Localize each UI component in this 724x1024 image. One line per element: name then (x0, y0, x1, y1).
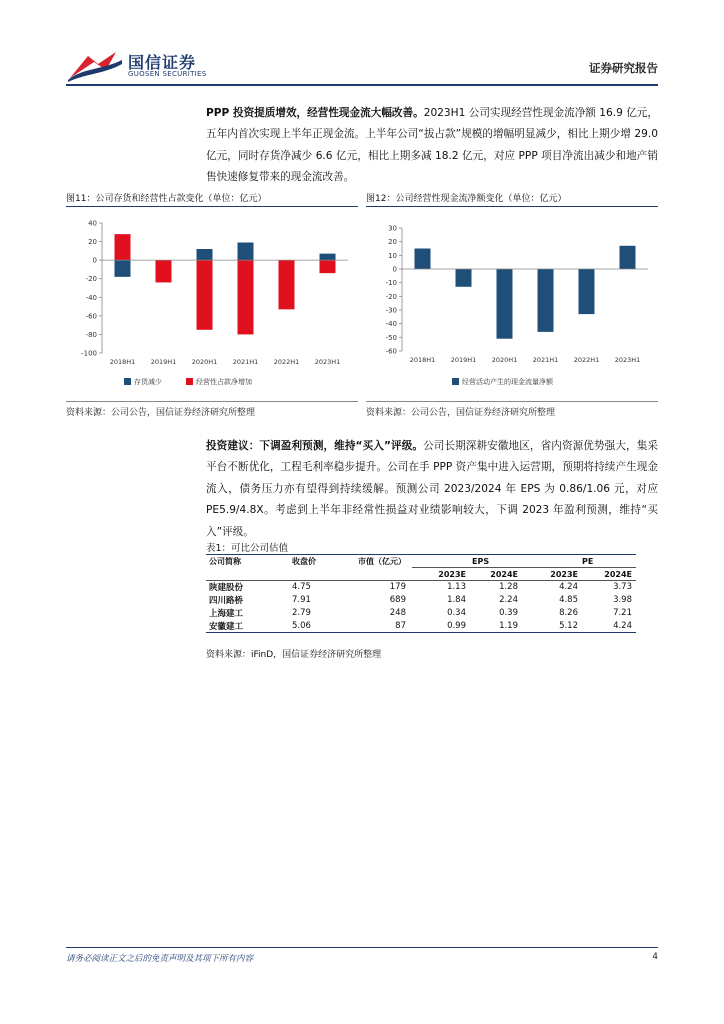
y-tick-label: 40 (88, 219, 97, 228)
bar-2021H1-0 (538, 269, 554, 332)
bar-2023H1-0 (320, 254, 336, 261)
figure11-top-rule (66, 206, 358, 207)
y-tick-label: 30 (388, 224, 397, 233)
table-row: 安徽建工 5.06 87 0.99 1.19 5.12 4.24 (206, 620, 636, 633)
bar-2021H1-0 (238, 243, 254, 261)
x-tick-label: 2023H1 (614, 356, 641, 364)
bar-2020H1-1 (197, 260, 213, 330)
y-tick-label: -10 (385, 279, 397, 288)
y-tick-label: 0 (392, 265, 397, 274)
header-divider (66, 84, 658, 86)
x-tick-label: 2019H1 (450, 356, 477, 364)
x-tick-label: 2023H1 (314, 358, 341, 366)
footer-disclaimer: 请务必阅读正文之后的免责声明及其项下所有内容 (66, 954, 254, 964)
legend-label: 经营性占款净增加 (196, 378, 252, 386)
subheader-eps-2024: 2024E (468, 568, 520, 581)
bar-2020H1-0 (497, 269, 513, 339)
table-row: 四川路桥 7.91 689 1.84 2.24 4.85 3.98 (209, 595, 632, 606)
figure11-bottom-rule (66, 401, 358, 402)
legend-swatch (452, 378, 459, 385)
y-tick-label: -60 (385, 347, 397, 356)
y-tick-label: -80 (85, 330, 97, 339)
header-company: 公司简称 (206, 555, 290, 568)
subheader-eps-2023: 2023E (412, 568, 468, 581)
table-header-row (206, 555, 636, 568)
figure11-title: 图11：公司存货和经营性占款变化（单位：亿元） (66, 194, 267, 204)
bar-2023H1-0 (620, 246, 636, 269)
paragraph-body: 公司长期深耕安徽地区，省内资源优势强大，集采平台不断优化，工程毛利率稳步提升。公司在手 PPP 资产集中进入运营期，预期将持续产生现金流入，债务压力亦有望得到持续缓解。预测公司 2023/2024 年 EPS 为 0.86/1.06 元，对应 PE5.9/4.8X。考虑到上半年非经常性损益对业绩影响较大，下调 2023 年盈利预测，维持“买入”评级。 (206, 440, 658, 538)
figure12-bottom-rule (366, 401, 658, 402)
paragraph-investment-advice (206, 436, 658, 543)
y-tick-label: -60 (85, 312, 97, 321)
bar-2019H1-1 (156, 260, 172, 282)
x-tick-label: 2022H1 (573, 356, 600, 364)
x-tick-label: 2020H1 (491, 356, 518, 364)
y-tick-label: 0 (92, 256, 97, 265)
bar-2018H1-0 (415, 249, 431, 270)
y-tick-label: -100 (81, 349, 97, 358)
subheader-pe-2023: 2023E (520, 568, 580, 581)
figure11-source: 资料来源：公司公告，国信证券经济研究所整理 (66, 408, 256, 418)
header-pe: PE (580, 555, 636, 568)
company-logo (66, 48, 286, 82)
comparable-valuation-table (206, 554, 636, 633)
bar-2023H1-1 (320, 260, 336, 273)
x-tick-label: 2021H1 (232, 358, 259, 366)
y-tick-label: -20 (85, 275, 97, 284)
header-price: 收盘价 (290, 555, 334, 568)
paragraph-lead: 投资建议：下调盈利预测，维持“买入”评级。 (206, 440, 424, 452)
figure12-top-rule (366, 206, 658, 207)
legend-label: 经营活动产生的现金流量净额 (462, 378, 553, 386)
legend-label: 存货减少 (134, 378, 162, 386)
table1-title: 表1：可比公司估值 (206, 543, 289, 554)
x-tick-label: 2018H1 (109, 358, 136, 366)
paragraph-lead: PPP 投资提质增效，经营性现金流大幅改善。 (206, 107, 424, 119)
page-header (66, 44, 658, 86)
page-number: 4 (652, 952, 658, 962)
table-row: 上海建工 2.79 248 0.34 0.39 8.26 7.21 (209, 608, 632, 619)
y-tick-label: -50 (385, 333, 397, 342)
y-tick-label: 20 (88, 238, 97, 247)
paragraph-cashflow (206, 103, 658, 189)
bar-2021H1-1 (238, 260, 254, 334)
report-type-label: 证券研究报告 (589, 61, 658, 75)
header-eps: EPS (468, 555, 520, 568)
legend-swatch (186, 378, 193, 385)
table-subheader-row (206, 568, 636, 581)
bar-2018H1-0 (115, 260, 131, 277)
legend-swatch (124, 378, 131, 385)
x-tick-label: 2018H1 (409, 356, 436, 364)
y-tick-label: -20 (385, 292, 397, 301)
bar-2020H1-0 (197, 249, 213, 260)
figure12-chart (366, 210, 658, 396)
logo-english-name: GUOSEN SECURITIES (128, 70, 207, 78)
figure11-chart (66, 210, 358, 396)
paragraph-body: 2023H1 公司实现经营性现金流净额 16.9 亿元，五年内首次实现上半年正现金流。上半年公司“拔占款”规模的增幅明显减少，相比上期少增 29.0 亿元，同时存货净减少 6.6 亿元，相比上期多减 18.2 亿元，对应 PPP 项目净流出减少和地产销售快速修复带来的现金流改善。 (206, 107, 658, 184)
subheader-pe-2024: 2024E (580, 568, 636, 581)
figure12-title: 图12：公司经营性现金流净额变化（单位：亿元） (366, 194, 567, 204)
logo-chinese-name: 国信证券 (128, 53, 197, 72)
bar-2018H1-1 (115, 234, 131, 260)
x-tick-label: 2019H1 (150, 358, 177, 366)
table1-source: 资料来源：iFinD，国信证券经济研究所整理 (206, 650, 382, 660)
y-tick-label: -30 (385, 306, 397, 315)
bar-2019H1-0 (456, 269, 472, 287)
y-tick-label: 20 (388, 238, 397, 247)
y-tick-label: -40 (385, 320, 397, 329)
x-tick-label: 2020H1 (191, 358, 218, 366)
guosen-logo-icon (66, 48, 124, 82)
x-tick-label: 2021H1 (532, 356, 559, 364)
table-row: 陕建股份 4.75 179 1.13 1.28 4.24 3.73 (206, 581, 636, 594)
header-mktcap: 市值（亿元） (334, 555, 412, 568)
x-tick-label: 2022H1 (273, 358, 300, 366)
footer-divider (66, 947, 658, 948)
bar-2022H1-0 (579, 269, 595, 314)
figure12-source: 资料来源：公司公告，国信证券经济研究所整理 (366, 408, 556, 418)
bar-2022H1-1 (279, 260, 295, 309)
y-tick-label: 10 (388, 251, 397, 260)
y-tick-label: -40 (85, 293, 97, 302)
